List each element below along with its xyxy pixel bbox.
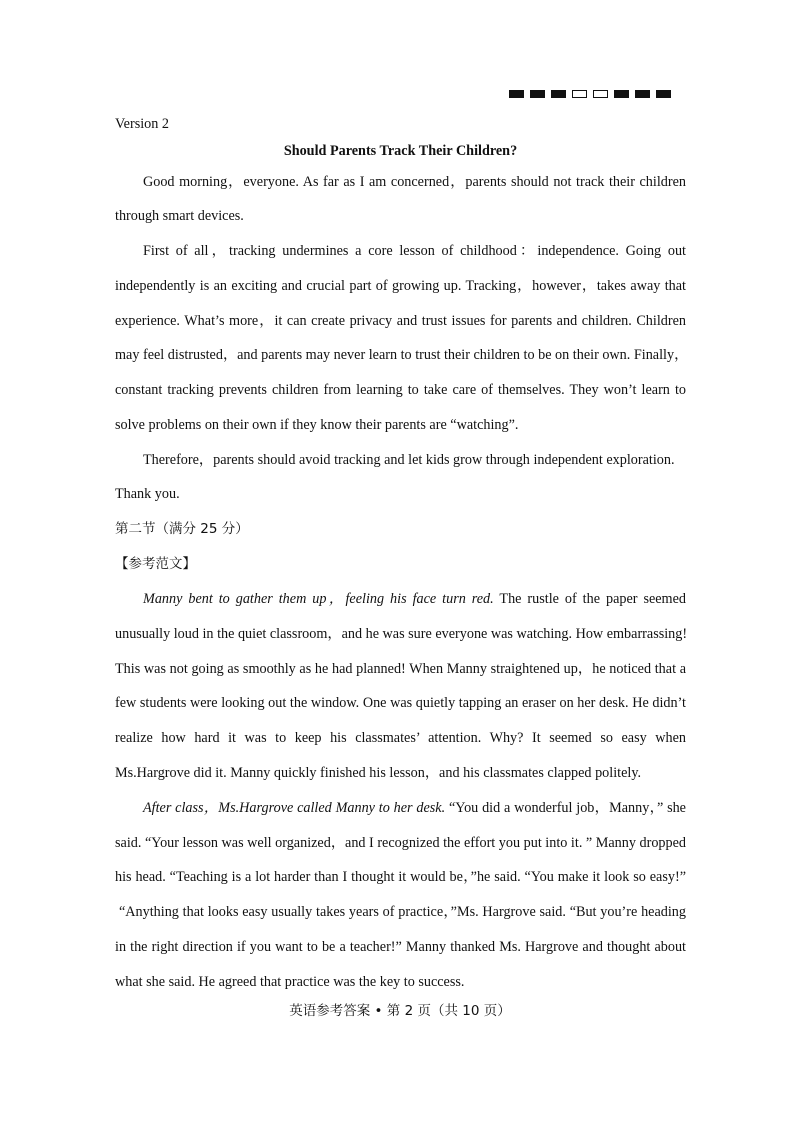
essay-line: Therefore，parents should avoid tracking and let kids grow through independent exploration. [143, 452, 675, 468]
story-line: said. “Your lesson was well organized，and I recognized the effort you put into it. ” Manny dropped [115, 835, 686, 851]
story-line: “Anything that looks easy usually takes years of practice，”Ms. Hargrove said. “But you’re heading [119, 904, 686, 920]
essay-line: Thank you. [115, 486, 180, 502]
story-line: what she said. He agreed that practice was the key to success. [115, 974, 465, 990]
story-paragraph-1-line [143, 589, 686, 609]
header-mark [509, 90, 524, 98]
story-line: in the right direction if you want to be a teacher!” Manny thanked Ms. Hargrove and thought about [115, 939, 686, 955]
version-label: Version 2 [115, 116, 169, 132]
story-italic-opening: After class，Ms.Hargrove called Manny to her desk. [143, 800, 446, 816]
story-text: The rustle of the paper seemed [493, 591, 686, 607]
story-text: “You did a wonderful job，Manny，” she [445, 800, 686, 816]
essay-line: independently is an exciting and crucial part of growing up. Tracking，however，takes away that [115, 278, 686, 294]
header-mark [593, 90, 608, 98]
essay-title: Should Parents Track Their Children? [283, 143, 518, 159]
header-mark [614, 90, 629, 98]
header-mark [530, 90, 545, 98]
essay-line: solve problems on their own if they know their parents are “watching”. [115, 417, 519, 433]
header-mark [656, 90, 671, 98]
story-paragraph-2-line [143, 798, 686, 818]
story-line: his head. “Teaching is a lot harder than I thought it would be，”he said. “You make it look so easy!” [115, 869, 686, 885]
essay-line: through smart devices. [115, 208, 244, 224]
header-mark [551, 90, 566, 98]
essay-line: First of all，tracking undermines a core lesson of childhood：independence. Going out [143, 243, 686, 259]
essay-line: constant tracking prevents children from learning to take care of themselves. They won’t learn to [115, 382, 686, 398]
story-line: This was not going as smoothly as he had planned! When Manny straightened up，he noticed that a [115, 661, 686, 677]
essay-line: Good morning，everyone. As far as I am concerned，parents should not track their children [143, 174, 686, 190]
essay-line: experience. What’s more，it can create privacy and trust issues for parents and children. Children [115, 313, 686, 329]
section-heading: 第二节（满分 25 分） [115, 521, 249, 537]
story-line: few students were looking out the window. One was quietly tapping an eraser on her desk. He didn’t [115, 695, 686, 711]
page-footer: 英语参考答案 • 第 2 页（共 10 页） [289, 1003, 511, 1019]
story-line: Ms.Hargrove did it. Manny quickly finished his lesson，and his classmates clapped politely. [115, 765, 642, 781]
story-italic-opening: Manny bent to gather them up，feeling his face turn red. [143, 591, 494, 607]
essay-line: may feel distrusted，and parents may never learn to trust their children to be on their own. Finally， [115, 347, 689, 363]
story-line: realize how hard it was to keep his classmates’ attention. Why? It seemed so easy when [115, 730, 686, 746]
story-line: unusually loud in the quiet classroom，and he was sure everyone was watching. How embarrassing! [115, 626, 688, 642]
header-mark [572, 90, 587, 98]
header-mark [635, 90, 650, 98]
reference-heading: 【参考范文】 [115, 556, 196, 572]
header-registration-marks [509, 90, 671, 98]
